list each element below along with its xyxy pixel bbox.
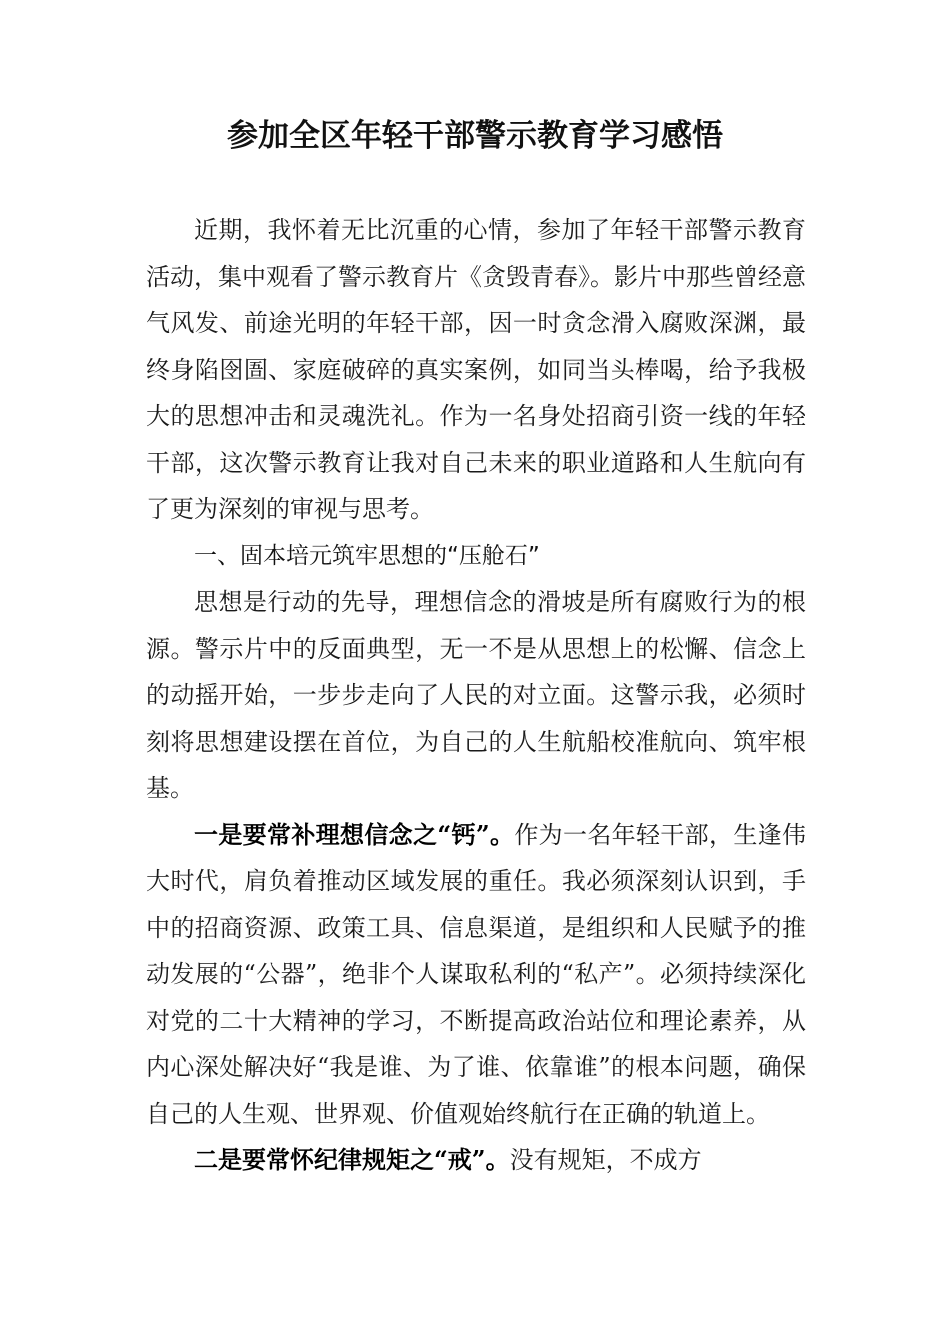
intro-paragraph: 近期，我怀着无比沉重的心情，参加了年轻干部警示教育活动，集中观看了警示教育片《贪毁青春》。影片中那些曾经意气风发、前途光明的年轻干部，因一时贪念滑入腐败深渊，最终身陷囹圄、家庭破碎的真实案例，如同当头棒喝，给予我极大的思想冲击和灵魂洗礼。作为一名身处招商引资一线的年轻干部，这次警示教育让我对自己未来的职业道路和人生航向有了更为深刻的审视与思考。 xyxy=(146,216,806,523)
section-1-intro-paragraph: 思想是行动的先导，理想信念的滑坡是所有腐败行为的根源。警示片中的反面典型，无一不是从思想上的松懈、信念上的动摇开始，一步步走向了人民的对立面。这警示我，必须时刻将思想建设摆在首位，为自己的人生航船校准航向、筑牢根基。 xyxy=(146,588,806,802)
section-1-point-2 xyxy=(146,1137,806,1184)
section-1-point-1 xyxy=(146,812,806,1138)
point-2-lead: 二是要常怀纪律规矩之“戒”。 xyxy=(194,1145,510,1174)
document-title: 参加全区年轻干部警示教育学习感悟 xyxy=(227,118,723,154)
point-1-lead: 一是要常补理想信念之“钙”。 xyxy=(194,819,515,849)
section-heading-1: 一、固本培元筑牢思想的“压舱石” xyxy=(194,542,540,569)
document-body xyxy=(146,207,806,1184)
point-2-text: 没有规矩，不成方 xyxy=(509,1146,702,1174)
point-1-text: 作为一名年轻干部，生逢伟大时代，肩负着推动区域发展的重任。我必须深刻认识到，手中的招商资源、政策工具、信息渠道，是组织和人民赋予的推动发展的“公器”，绝非个人谋取私利的“私产”。必须持续深化对党的二十大精神的学习，不断提高政治站位和理论素养，从内心深处解决好“我是谁、为了谁、依靠谁”的根本问题，确保自己的人生观、世界观、价值观始终航行在正确的轨道上。 xyxy=(146,820,807,1128)
